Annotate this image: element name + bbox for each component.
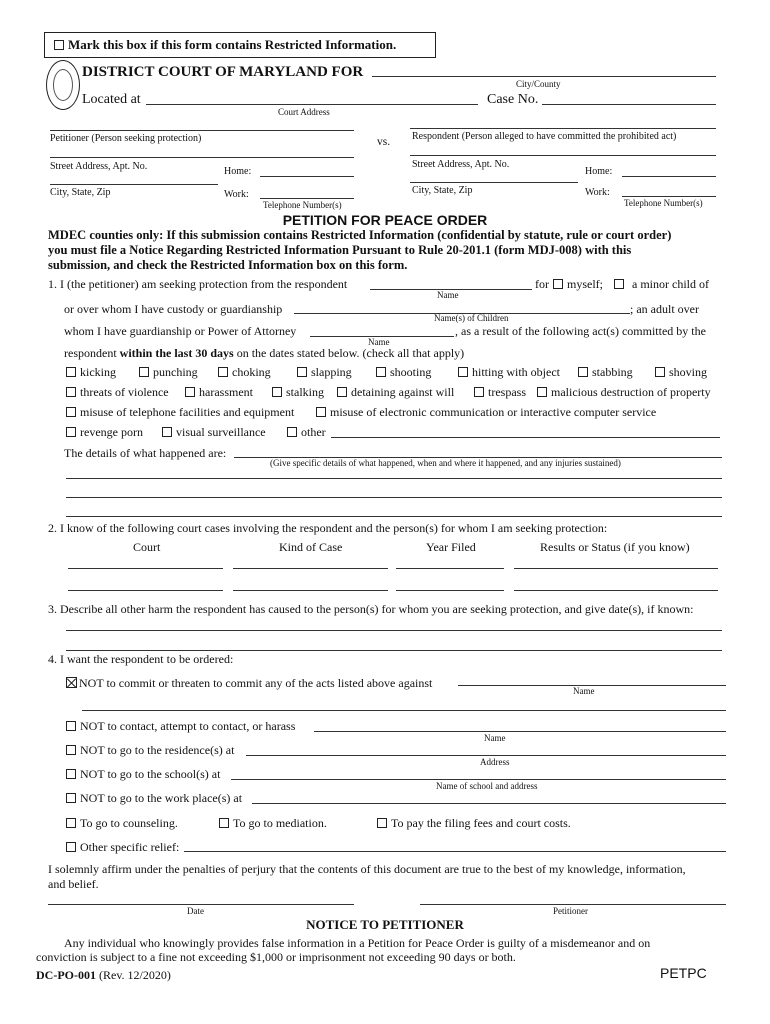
footer-form-id-row: [36, 968, 171, 983]
order-counseling[interactable]: [66, 816, 178, 831]
act-checkbox[interactable]: [316, 407, 326, 417]
harm-field-1[interactable]: [66, 630, 722, 631]
act-label: stalking: [286, 385, 324, 399]
act-checkbox[interactable]: [578, 367, 588, 377]
order-not-work[interactable]: [66, 791, 242, 806]
court-seal-icon: [46, 60, 80, 110]
myself-option[interactable]: [553, 277, 603, 292]
act-label: kicking: [80, 365, 116, 379]
mdec-notice-line-1: MDEC counties only: If this submission contains Restricted Information (confidential by statute, rule or court order): [48, 228, 672, 242]
act-hitting[interactable]: [458, 365, 560, 380]
case2-court[interactable]: [68, 590, 223, 591]
act-checkbox[interactable]: [287, 427, 297, 437]
case1-court[interactable]: [68, 568, 223, 569]
respondent-city-field[interactable]: [410, 182, 578, 183]
act-stalking[interactable]: [272, 385, 324, 400]
court-address-hint: Court Address: [278, 107, 330, 117]
restricted-info-checkbox[interactable]: [54, 40, 64, 50]
act-malicious-destruction[interactable]: [537, 385, 711, 400]
act-label: shooting: [390, 365, 432, 379]
other-relief-field[interactable]: [184, 851, 726, 852]
order-checkbox[interactable]: [66, 793, 76, 803]
act-checkbox[interactable]: [376, 367, 386, 377]
section1-line2: or over whom I have custody or guardianship: [64, 302, 283, 316]
mdec-notice-line-2: you must file a Notice Regarding Restricted Information Pursuant to Rule 20-201.1 (form MDJ-008) with this: [48, 243, 632, 257]
petitioner-work-label: Work:: [224, 189, 249, 200]
order-not-residence[interactable]: [66, 743, 234, 758]
checked-checkbox-icon[interactable]: [66, 677, 77, 688]
case1-year[interactable]: [396, 568, 504, 569]
section4-text: 4. I want the respondent to be ordered:: [48, 652, 234, 666]
act-misuse-electronic[interactable]: [316, 405, 656, 420]
not-work-label: NOT to go to the work place(s) at: [80, 791, 243, 805]
section3-text: 3. Describe all other harm the respondent has caused to the person(s) for whom you are seeking protection, and give date(s), if known:: [48, 602, 694, 616]
act-checkbox[interactable]: [458, 367, 468, 377]
act-label: slapping: [311, 365, 352, 379]
order-checkbox[interactable]: [219, 818, 229, 828]
order-checkbox[interactable]: [66, 842, 76, 852]
act-checkbox[interactable]: [66, 427, 76, 437]
act-kicking[interactable]: [66, 365, 116, 380]
section2-text: 2. I know of the following court cases involving the respondent and the person(s) for whom I am seeking protection:: [48, 521, 608, 535]
form-rev: (Rev. 12/2020): [99, 968, 171, 982]
not-residence-label: NOT to go to the residence(s) at: [80, 743, 235, 757]
order-checkbox[interactable]: [66, 769, 76, 779]
details-field-2[interactable]: [66, 478, 722, 479]
other-relief-label: Other specific relief:: [80, 840, 180, 854]
form-title: PETITION FOR PEACE ORDER: [282, 212, 488, 228]
details-label: The details of what happened are:: [64, 446, 227, 460]
counseling-label: To go to counseling.: [80, 816, 178, 830]
act-label: shoving: [669, 365, 708, 379]
restricted-info-row: [54, 37, 396, 53]
details-field-4[interactable]: [66, 516, 722, 517]
petitioner-city-label: City, State, Zip: [50, 187, 111, 198]
act-label: misuse of telephone facilities and equipment: [80, 405, 295, 419]
section1-line3: whom I have guardianship or Power of Attorney: [64, 324, 297, 338]
affirm-line-1: I solemnly affirm under the penalties of perjury that the contents of this document are true to the best of my knowledge, information,: [48, 862, 686, 876]
col-court: Court: [133, 540, 161, 554]
myself-label: myself;: [567, 277, 603, 291]
case2-kind[interactable]: [233, 590, 388, 591]
notice-title: NOTICE TO PETITIONER: [306, 917, 464, 932]
not-commit-label: NOT to commit or threaten to commit any of the acts listed above against: [79, 676, 433, 690]
act-checkbox[interactable]: [185, 387, 195, 397]
case2-results[interactable]: [514, 590, 718, 591]
act-label: hitting with object: [472, 365, 560, 379]
section1-for: for: [535, 277, 549, 291]
vs-label: vs.: [377, 136, 391, 148]
act-label: harassment: [199, 385, 253, 399]
petitioner-home-phone[interactable]: [260, 176, 354, 177]
act-visual-surveillance[interactable]: [162, 425, 266, 440]
date-label: Date: [187, 906, 204, 916]
minor-child-label: a minor child of: [632, 277, 709, 291]
respondent-street-label: Street Address, Apt. No.: [412, 159, 510, 170]
section1-name-hint: Name: [437, 290, 459, 300]
mdec-notice-line-3: submission, and check the Restricted Information box on this form.: [48, 258, 408, 272]
details-hint: (Give specific details of what happened, when and where it happened, and any injuries sustained): [270, 458, 621, 468]
line4-bold: within the last 30 days: [119, 346, 234, 360]
work-address-field[interactable]: [252, 803, 726, 804]
school-hint: Name of school and address: [436, 781, 538, 791]
section1-line3-end: , as a result of the following act(s) committed by the: [455, 324, 706, 338]
order-checkbox[interactable]: [66, 721, 76, 731]
petitioner-city-field[interactable]: [50, 184, 218, 185]
located-at-label: Located at: [82, 92, 141, 107]
not-contact-name-hint: Name: [484, 733, 506, 743]
respondent-work-label: Work:: [585, 187, 610, 198]
order-other-relief[interactable]: [66, 840, 179, 855]
act-punching[interactable]: [139, 365, 198, 380]
order-not-commit[interactable]: [66, 676, 432, 691]
respondent-city-label: City, State, Zip: [412, 185, 473, 196]
line4-post: on the dates stated below. (check all that apply): [236, 346, 465, 360]
act-label: threats of violence: [80, 385, 169, 399]
order-mediation[interactable]: [219, 816, 327, 831]
act-stabbing[interactable]: [578, 365, 633, 380]
act-slapping[interactable]: [297, 365, 352, 380]
case-no-field[interactable]: [542, 104, 716, 105]
residence-address-hint: Address: [480, 757, 510, 767]
petitioner-telephone-hint: Telephone Number(s): [263, 200, 342, 210]
children-hint: Name(s) of Children: [434, 313, 509, 323]
act-checkbox[interactable]: [537, 387, 547, 397]
act-label: revenge porn: [80, 425, 143, 439]
act-label: visual surveillance: [176, 425, 266, 439]
respondent-street-field[interactable]: [410, 155, 716, 156]
not-contact-label: NOT to contact, attempt to contact, or harass: [80, 719, 296, 733]
act-checkbox[interactable]: [162, 427, 172, 437]
act-label: punching: [153, 365, 198, 379]
minor-child-option[interactable]: [614, 277, 709, 292]
petitioner-street-field[interactable]: [50, 157, 354, 158]
case-no-label: Case No.: [487, 92, 539, 107]
city-county-line[interactable]: [372, 76, 716, 77]
act-label: misuse of electronic communication or interactive computer service: [330, 405, 657, 419]
act-threats[interactable]: [66, 385, 169, 400]
act-checkbox[interactable]: [218, 367, 228, 377]
minor-child-checkbox[interactable]: [614, 279, 624, 289]
order-not-school[interactable]: [66, 767, 220, 782]
act-label: other: [301, 425, 326, 439]
act-label: trespass: [488, 385, 526, 399]
respondent-telephone-hint: Telephone Number(s): [624, 198, 703, 208]
act-label: detaining against will: [351, 385, 455, 399]
act-checkbox[interactable]: [337, 387, 347, 397]
mediation-label: To go to mediation.: [233, 816, 327, 830]
act-trespass[interactable]: [474, 385, 526, 400]
harm-field-2[interactable]: [66, 650, 722, 651]
petitioner-signature-label: Petitioner: [553, 906, 588, 916]
respondent-work-phone[interactable]: [622, 196, 716, 197]
col-year: Year Filed: [426, 540, 476, 554]
act-checkbox[interactable]: [66, 407, 76, 417]
case1-kind[interactable]: [233, 568, 388, 569]
case2-year[interactable]: [396, 590, 504, 591]
act-checkbox[interactable]: [139, 367, 149, 377]
notice-line-1: Any individual who knowingly provides false information in a Petition for Peace Order is guilty of a misdemeanor and on: [64, 936, 651, 950]
act-misuse-telephone[interactable]: [66, 405, 294, 420]
act-checkbox[interactable]: [66, 387, 76, 397]
col-kind: Kind of Case: [279, 540, 343, 554]
not-contact-name-field[interactable]: [314, 731, 726, 732]
not-school-label: NOT to go to the school(s) at: [80, 767, 221, 781]
petitioner-street-label: Street Address, Apt. No.: [50, 161, 148, 172]
affirm-line-2: and belief.: [48, 877, 99, 891]
form-code: PETPC: [660, 965, 707, 981]
col-results: Results or Status (if you know): [540, 540, 690, 554]
act-checkbox[interactable]: [474, 387, 484, 397]
section1-line1: 1. I (the petitioner) am seeking protection from the respondent: [48, 277, 348, 291]
petitioner-work-phone[interactable]: [260, 198, 354, 199]
act-revenge-porn[interactable]: [66, 425, 143, 440]
section1-line4: [64, 346, 464, 361]
date-signature-field[interactable]: [48, 904, 354, 905]
petitioner-name-field[interactable]: [50, 130, 354, 131]
order-checkbox[interactable]: [66, 818, 76, 828]
act-choking[interactable]: [218, 365, 271, 380]
order-checkbox[interactable]: [66, 745, 76, 755]
details-field-3[interactable]: [66, 497, 722, 498]
school-address-field[interactable]: [231, 779, 726, 780]
court-address-field[interactable]: [146, 104, 478, 105]
petitioner-label: Petitioner (Person seeking protection): [50, 133, 202, 144]
act-label: stabbing: [592, 365, 633, 379]
order-not-contact[interactable]: [66, 719, 295, 734]
city-county-hint: City/County: [516, 79, 561, 89]
respondent-home-label: Home:: [585, 166, 613, 177]
act-checkbox[interactable]: [297, 367, 307, 377]
case1-results[interactable]: [514, 568, 718, 569]
myself-checkbox[interactable]: [553, 279, 563, 289]
order-fees[interactable]: [377, 816, 571, 831]
act-harassment[interactable]: [185, 385, 253, 400]
residence-address-field[interactable]: [246, 755, 726, 756]
notice-line-2: conviction is subject to a fine not exceeding $1,000 or imprisonment not exceeding 90 days or both.: [36, 950, 516, 964]
respondent-home-phone[interactable]: [622, 176, 716, 177]
section1-line2-end: ; an adult over: [630, 302, 699, 316]
not-commit-extra-field[interactable]: [82, 710, 726, 711]
order-checkbox[interactable]: [377, 818, 387, 828]
act-detaining[interactable]: [337, 385, 454, 400]
line4-pre: respondent: [64, 346, 117, 360]
fees-label: To pay the filing fees and court costs.: [391, 816, 571, 830]
respondent-name-field[interactable]: [410, 128, 716, 129]
adult-name-hint: Name: [368, 337, 390, 347]
act-label: choking: [232, 365, 271, 379]
other-act-field[interactable]: [331, 437, 720, 438]
form-id: DC-PO-001: [36, 968, 96, 982]
restricted-info-label: Mark this box if this form contains Restricted Information.: [68, 37, 397, 52]
court-title: DISTRICT COURT OF MARYLAND FOR: [82, 64, 364, 80]
act-other[interactable]: [287, 425, 326, 440]
act-checkbox[interactable]: [66, 367, 76, 377]
respondent-label: Respondent (Person alleged to have committed the prohibited act): [412, 131, 677, 142]
not-commit-name-hint: Name: [573, 686, 595, 696]
act-shooting[interactable]: [376, 365, 431, 380]
act-label: malicious destruction of property: [551, 385, 711, 399]
act-checkbox[interactable]: [272, 387, 282, 397]
act-checkbox[interactable]: [655, 367, 665, 377]
petitioner-home-label: Home:: [224, 166, 252, 177]
petitioner-signature-field[interactable]: [420, 904, 726, 905]
act-shoving[interactable]: [655, 365, 707, 380]
